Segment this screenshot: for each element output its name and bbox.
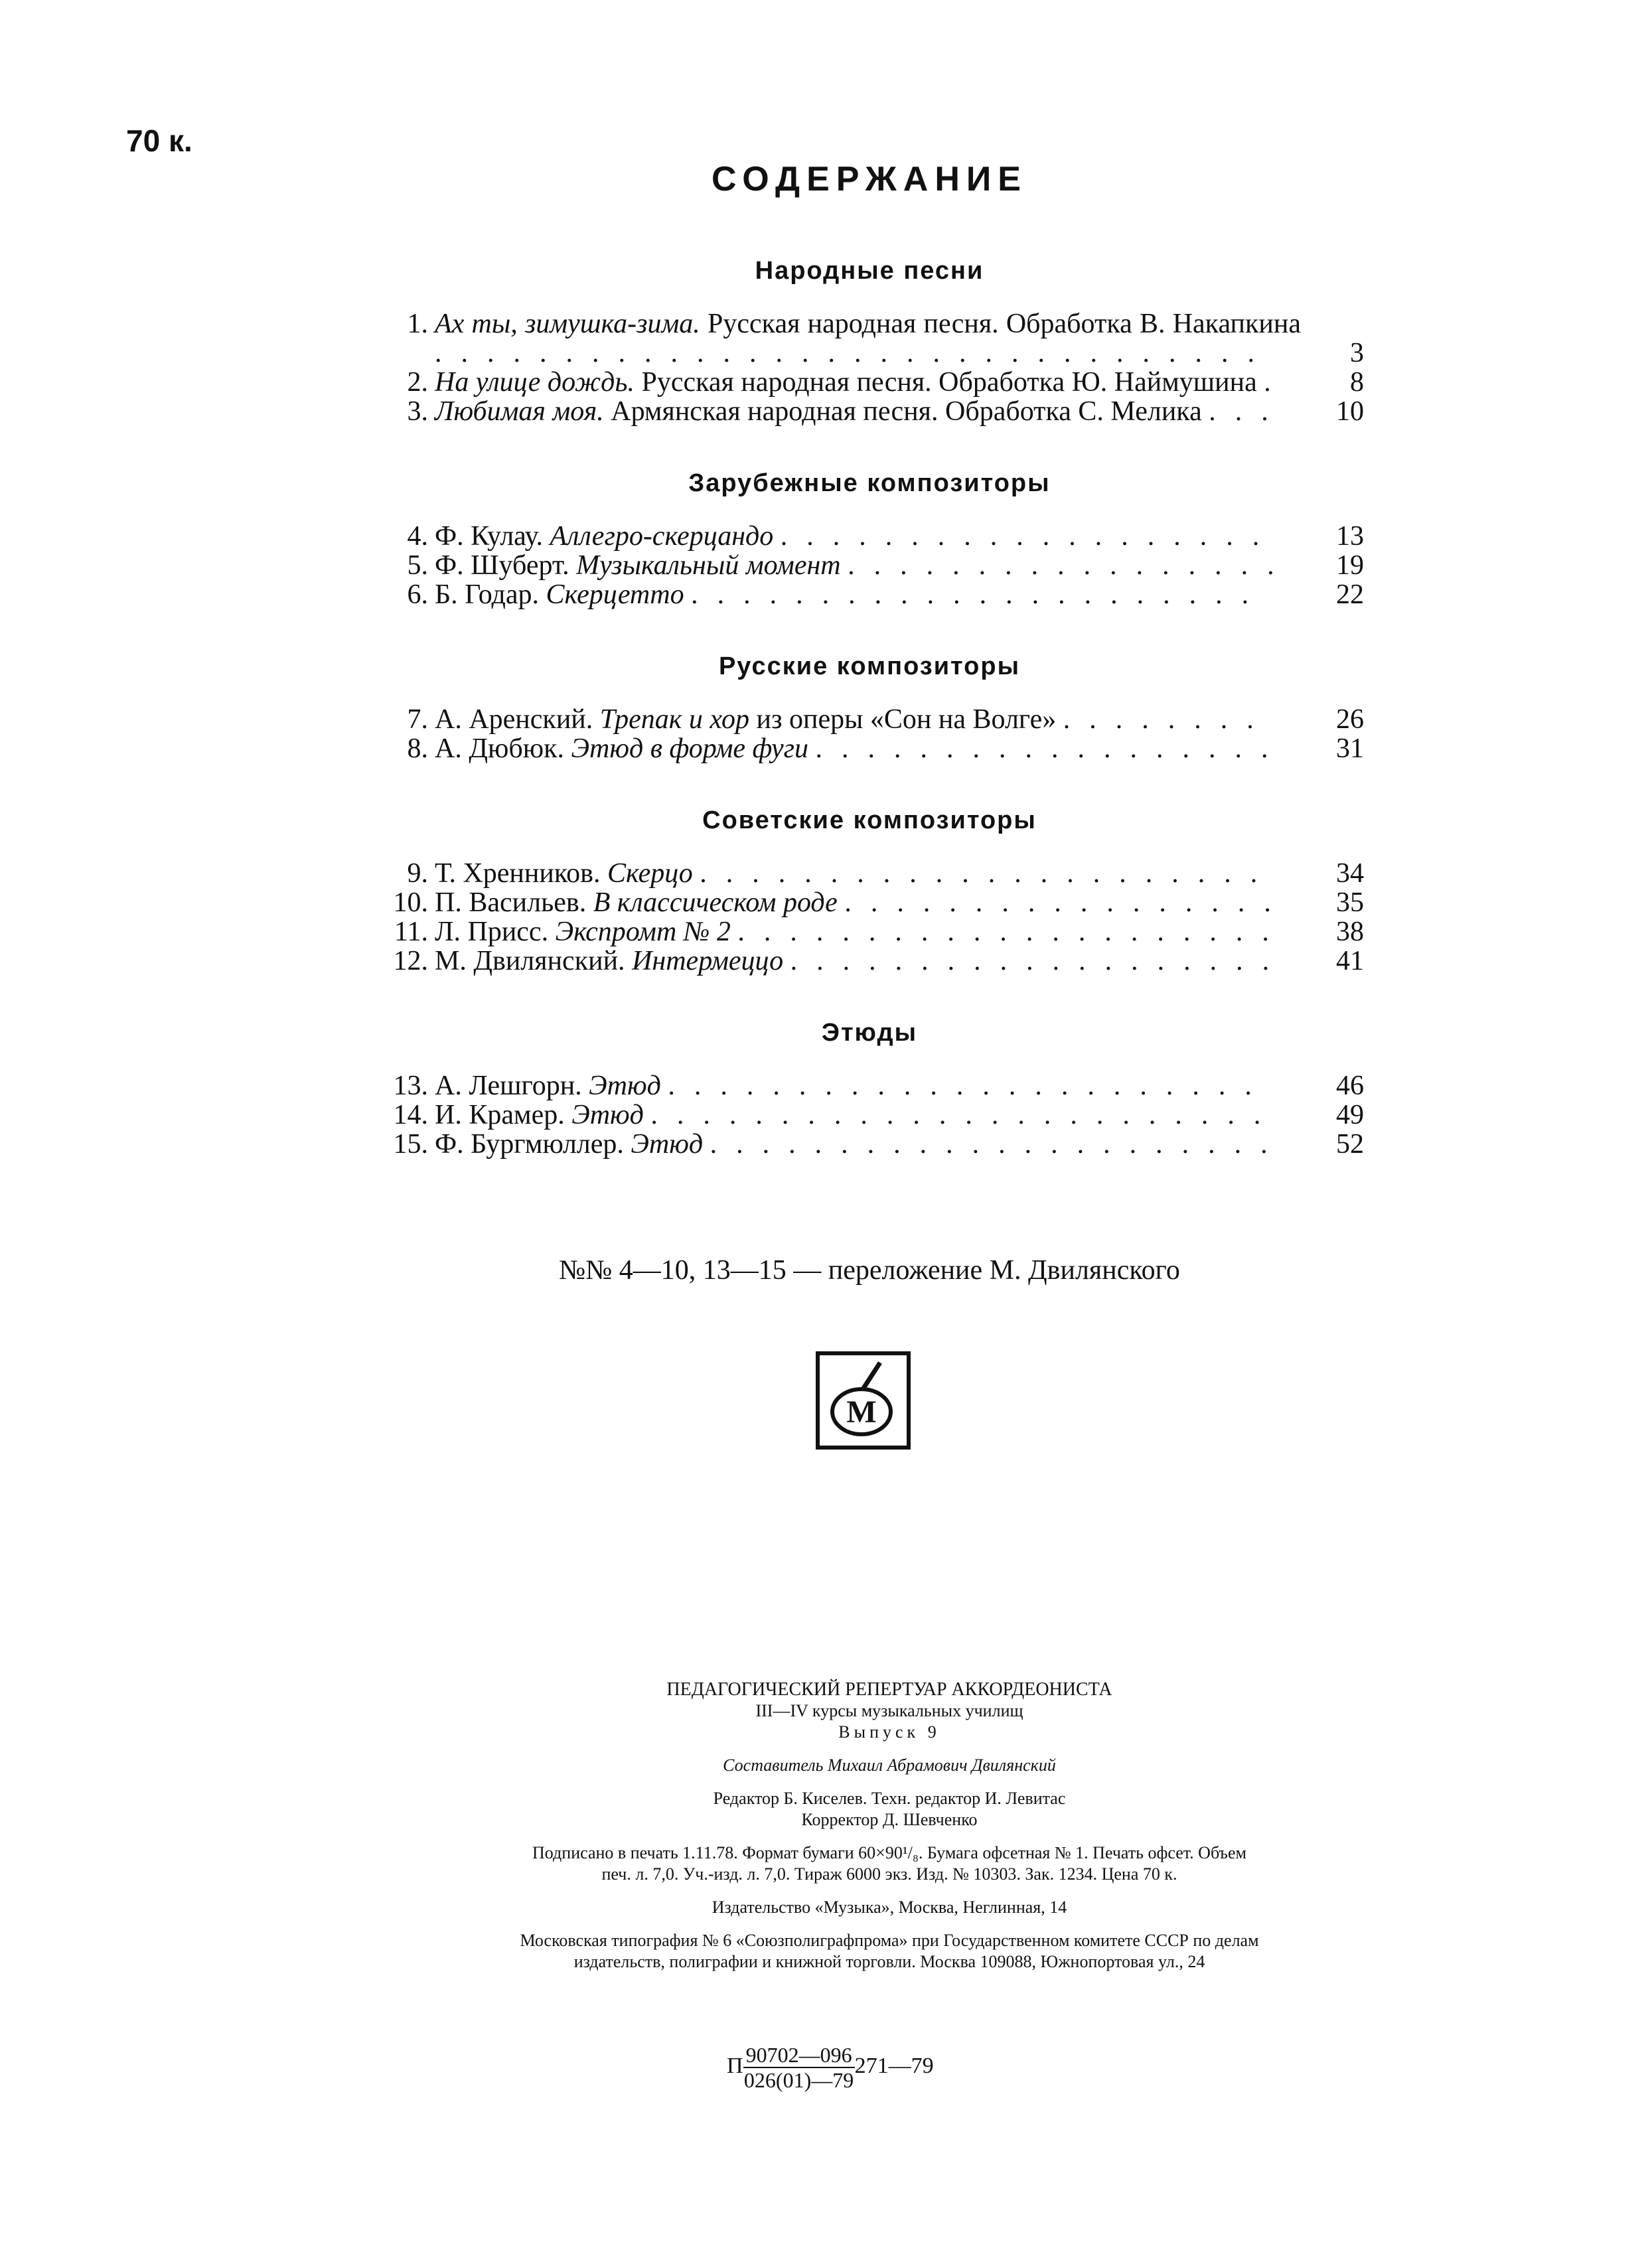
price-label: 70 к. [126,123,192,158]
imprint-series: ПЕДАГОГИЧЕСКИЙ РЕПЕРТУАР АККОРДЕОНИСТА [666,1679,1112,1700]
entry-number: 10. [393,887,428,918]
toc-entry [388,946,1364,976]
entry-author: А. Дюбюк. [435,733,565,764]
imprint-editors: Редактор Б. Киселев. Техн. редактор И. Левитас [713,1789,1066,1808]
section-heading: Русские композиторы [718,652,1021,680]
logo-letter: М [846,1394,877,1430]
toc-entry [388,859,1364,888]
entry-text [435,397,1301,426]
leader-dots: ................. [844,888,1290,917]
imprint-print-line-1: Подписано в печать 1.11.78. Формат бумаги 60×90¹/₈. Бумага офсетная № 1. Печать офсет. Объем [532,1843,1246,1862]
entry-text [435,1071,1301,1100]
entry-page-number: 38 [1336,917,1364,947]
entry-text [435,734,1301,763]
entry-text [435,917,1301,946]
entry-page-number: 13 [1336,521,1364,552]
entry-author: Т. Хренников. [435,858,601,889]
entry-author: Б. Годар. [435,579,540,610]
entry-page-number: 3 [1350,338,1364,368]
toc-entry [388,1100,1364,1130]
entry-number: 14. [393,1100,428,1130]
catalog-index-code [727,2043,934,2092]
entry-title: Трепак и хор [599,704,749,735]
entry-text [435,859,1301,888]
entry-title: Интермеццо [632,946,784,976]
entry-title: Этюд в форме фуги [571,733,809,764]
arrangement-note: №№ 4—10, 13—15 — переложение М. Двилянского [559,1255,1180,1286]
entry-page-number: 19 [1336,550,1364,581]
entry-number: 4. [407,521,428,552]
imprint-compiler: Составитель Михаил Абрамович Двилянский [723,1756,1056,1775]
imprint-issue: Выпуск 9 [838,1722,940,1742]
index-suffix: 271—79 [854,2053,934,2078]
entry-author: Л. Присс. [435,917,549,947]
entry-title: Музыкальный момент [576,550,841,581]
entry-description: Русская народная песня. Обработка Ю. Наймушина [641,367,1257,398]
imprint-block [358,1679,1420,1973]
entry-page-number: 8 [1350,367,1364,398]
entry-author: Ф. Кулау. [435,521,543,552]
entry-number: 11. [394,917,428,947]
leader-dots: ...................... [710,1130,1287,1159]
leader-dots: ... [1209,397,1288,426]
leader-dots: ................... [780,522,1279,551]
entry-number: 15. [393,1129,428,1160]
section-heading: Этюды [821,1019,918,1047]
entry-text [435,1130,1301,1159]
imprint-courses: III—IV курсы музыкальных училищ [755,1701,1023,1720]
entry-title: Ах ты, зимушка-зима. [435,309,700,339]
imprint-publisher: Издательство «Музыка», Москва, Неглинная, 14 [712,1898,1067,1917]
publisher-logo-icon [815,1351,911,1450]
toc-entry [388,917,1364,946]
page-title: СОДЕРЖАНИЕ [712,160,1027,198]
leader-dots: ...................... [691,580,1268,609]
entry-number: 9. [407,858,428,889]
entry-number: 13. [393,1071,428,1101]
entry-author: П. Васильев. [435,887,587,918]
toc-entry [388,368,1364,397]
entry-author: И. Крамер. [435,1100,565,1130]
entry-title: Этюд [631,1129,704,1160]
entry-number: 3. [407,396,428,427]
entry-text [435,368,1301,397]
entry-number: 5. [407,550,428,581]
leader-dots: ..................... [737,917,1288,946]
entry-title: Этюд [571,1100,644,1130]
imprint-print-line-2: печ. л. 7,0. Уч.-изд. л. 7,0. Тираж 6000 экз. Изд. № 10303. Зак. 1234. Цена 70 к. [601,1864,1177,1884]
entry-number: 2. [407,367,428,398]
toc-section [0,465,1652,609]
entry-author: А. Аренский. [435,704,593,735]
index-prefix: П [727,2053,743,2078]
imprint-typography-line-1: Московская типография № 6 «Союзполиграфпрома» при Государственном комитете СССР по делам [520,1931,1259,1950]
entry-page-number: 10 [1336,396,1364,427]
entry-text [435,309,1301,368]
section-heading: Народные песни [755,257,984,285]
leader-dots: . [1264,368,1290,397]
entry-description: Армянская народная песня. Обработка С. Мелика [611,396,1202,427]
index-numerator: 90702—096 [743,2043,855,2068]
entry-title: Любимая моя. [435,396,604,427]
entry-description: из оперы «Сон на Волге» [756,704,1057,735]
entry-title: В классическом роде [593,887,838,918]
section-heading: Советские композиторы [702,806,1037,834]
leader-dots: .................. [815,734,1288,763]
toc-entry [388,1130,1364,1159]
entry-title: Этюд [589,1071,661,1101]
toc-entry [388,522,1364,551]
section-heading: Зарубежные композиторы [688,469,1051,497]
entry-text [435,522,1301,551]
toc-entry [388,888,1364,917]
leader-dots: ........ [1063,705,1273,734]
entry-number: 6. [407,579,428,610]
toc-entry [388,734,1364,763]
entry-title: На улице дождь. [435,367,635,398]
entry-text [435,946,1301,976]
toc-section [0,648,1652,763]
entry-number: 7. [407,704,428,735]
entry-page-number: 22 [1336,579,1364,610]
toc-section [0,802,1652,976]
entry-number: 12. [393,946,428,976]
imprint-corrector: Корректор Д. Шевченко [801,1810,978,1829]
entry-text [435,705,1301,734]
entry-text [435,1100,1301,1130]
entry-page-number: 52 [1336,1129,1364,1160]
entry-number: 8. [407,733,428,764]
entry-number: 1. [407,309,428,339]
toc-entry [388,580,1364,609]
table-of-contents [0,252,1652,1197]
entry-description: Русская народная песня. Обработка В. Накапкина [708,309,1302,339]
entry-title: Аллегро-скерцандо [550,521,774,552]
leader-dots: ........................ [650,1100,1280,1130]
entry-page-number: 41 [1336,946,1364,976]
toc-entry [388,551,1364,580]
toc-entry [388,397,1364,426]
index-fraction [743,2043,855,2092]
entry-author: М. Двилянский. [435,946,625,976]
entry-author: Ф. Шуберт. [435,550,569,581]
toc-section [0,252,1652,426]
toc-entry [388,705,1364,734]
leader-dots: ................. [848,551,1294,580]
index-denominator: 026(01)—79 [743,2068,854,2092]
entry-title: Скерцо [607,858,693,889]
entry-page-number: 31 [1336,733,1364,764]
leader-dots: ................................ [435,338,1274,368]
leader-dots: ...................... [700,859,1277,888]
entry-author: А. Лешгорн. [435,1071,582,1101]
entry-text [435,888,1301,917]
imprint-typography-line-2: издательств, полиграфии и книжной торговли. Москва 109088, Южнопортовая ул., 24 [573,1952,1205,1971]
entry-page-number: 46 [1336,1071,1364,1101]
toc-entry [388,309,1364,368]
entry-page-number: 26 [1336,704,1364,735]
entry-page-number: 49 [1336,1100,1364,1130]
entry-title: Экспромт № 2 [555,917,731,947]
leader-dots: ....................... [668,1071,1271,1100]
toc-entry [388,1071,1364,1100]
entry-page-number: 34 [1336,858,1364,889]
entry-text [435,580,1301,609]
entry-text [435,551,1301,580]
entry-page-number: 35 [1336,887,1364,918]
entry-author: Ф. Бургмюллер. [435,1129,624,1160]
leader-dots: ................... [790,946,1289,976]
entry-title: Скерцетто [546,579,684,610]
toc-section [0,1014,1652,1159]
